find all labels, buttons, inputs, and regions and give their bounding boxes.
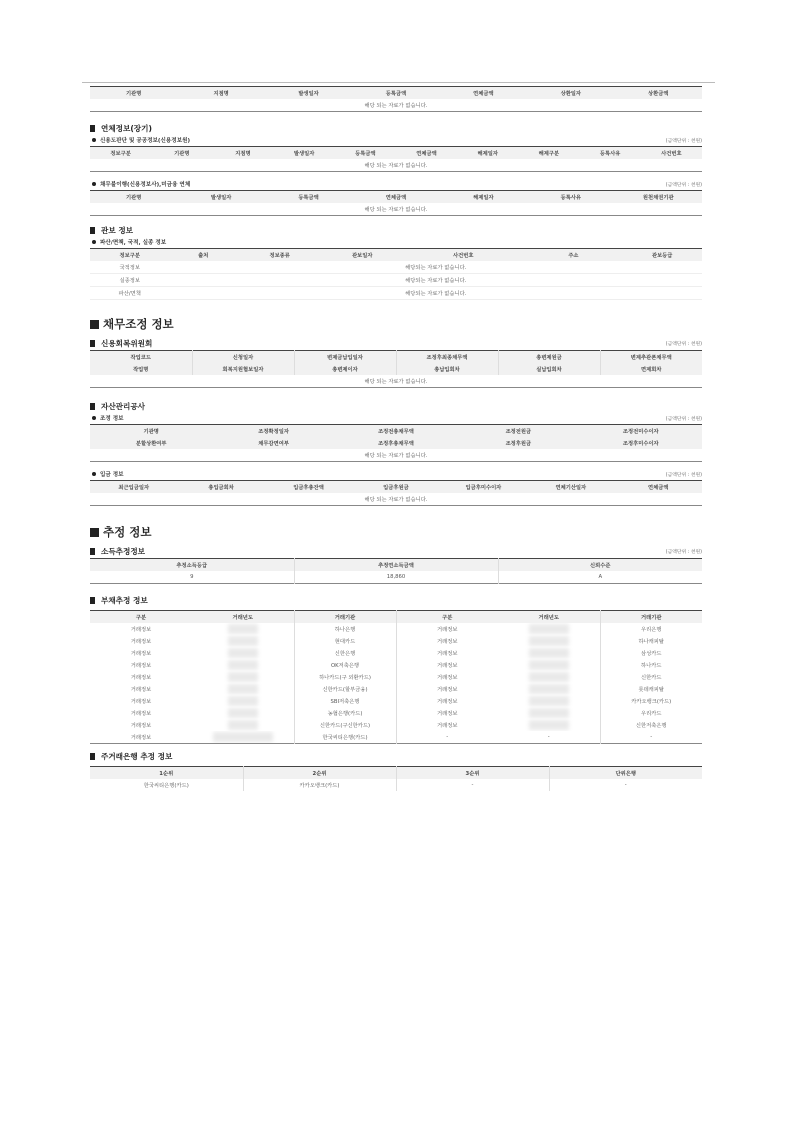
col-header: 총입금회차	[177, 481, 264, 494]
redacted-year	[498, 647, 600, 659]
kamco-payment-table	[90, 480, 702, 506]
cell-institution: 우리카드	[600, 707, 702, 719]
cell-type: 거래정보	[396, 719, 498, 731]
cell-institution: 하나카드(구 외환카드)	[294, 671, 396, 683]
col-header: 총변제원금	[498, 351, 600, 364]
ccrs-table	[90, 350, 702, 388]
cell-type: 거래정보	[130, 639, 152, 645]
col-header: 등록금액	[335, 147, 396, 160]
col-header: 등록금액	[265, 191, 352, 204]
col-header: 채무감면여부	[212, 437, 334, 449]
col-header: 조정전미수이자	[580, 425, 702, 438]
col-header: 작업코드	[90, 351, 192, 364]
col-header: 조정전원금	[457, 425, 579, 438]
redacted-year	[498, 671, 600, 683]
col-header: 총변제이자	[294, 363, 396, 375]
table-row	[90, 647, 702, 659]
income-heading: 소득추정정보	[101, 546, 146, 556]
redacted-year	[192, 695, 294, 707]
col-header: 조정확정일자	[212, 425, 334, 438]
col-header: 출처	[170, 249, 237, 262]
table-row	[90, 731, 702, 744]
redacted-year	[498, 683, 600, 695]
col-header: 3순위	[396, 767, 549, 780]
dot-bullet-icon	[92, 472, 96, 476]
cell-institution: SBI저축은행	[294, 695, 396, 707]
row-label: 국적정보	[90, 261, 170, 274]
square-bullet-icon	[90, 125, 95, 132]
income-amount: 18,860	[294, 571, 498, 584]
empty-message: 해당 되는 자료가 없습니다.	[364, 163, 428, 169]
col-header: 연체금액	[396, 147, 457, 160]
debt-subheading-row	[90, 178, 702, 190]
table-row	[90, 261, 702, 274]
table-row	[90, 695, 702, 707]
income-grade: 9	[190, 574, 194, 580]
col-header: 사건번호	[402, 249, 524, 262]
col-header: 기관명	[151, 147, 212, 160]
cell-type: 거래정보	[130, 735, 152, 741]
redacted-year	[498, 695, 600, 707]
official-heading: 관보 정보	[90, 224, 702, 236]
debt-estimate-table	[90, 610, 702, 744]
cell-institution: 롯데캐피탈	[600, 683, 702, 695]
cell-type: 거래정보	[396, 683, 498, 695]
redacted-year	[498, 635, 600, 647]
cell-institution: -	[600, 731, 702, 744]
overdue-table	[90, 86, 702, 112]
cell-institution: 농협은행(카드)	[294, 707, 396, 719]
cell-type: 거래정보	[396, 695, 498, 707]
col-header: 최근입금일자	[90, 481, 177, 494]
col-header: 조정후미수이자	[580, 437, 702, 449]
cell-institution: OK저축은행	[294, 659, 396, 671]
col-header: 거래기관	[600, 611, 702, 624]
cell-type: -	[396, 731, 498, 744]
col-header: 회복지원협보일자	[192, 363, 294, 375]
default-table	[90, 190, 702, 216]
square-bullet-icon	[90, 340, 95, 347]
rank-2: 카카오뱅크(카드)	[243, 779, 396, 791]
cell-institution: 우리은행	[600, 623, 702, 635]
main-bank-heading: 주거래은행 추정 정보	[90, 750, 702, 762]
cell-type: 거래정보	[396, 707, 498, 719]
cell-institution: 신한카드(구신한카드)	[294, 719, 396, 731]
table-row	[90, 287, 702, 300]
col-header: 거래년도	[192, 611, 294, 624]
col-header: 해제구분	[518, 147, 579, 160]
rank-3: -	[396, 779, 549, 791]
cell-type: 거래정보	[396, 635, 498, 647]
square-bullet-icon	[90, 320, 99, 329]
col-header: 정보구분	[90, 147, 151, 160]
row-message: 해당되는 자료가 없습니다.	[170, 287, 702, 300]
empty-message: 해당 되는 자료가 없습니다.	[364, 207, 428, 213]
redacted-year	[192, 671, 294, 683]
cell-type: 거래정보	[396, 623, 498, 635]
cell-institution: 신한저축은행	[600, 719, 702, 731]
kamco-heading: 자산관리공사	[90, 400, 702, 412]
table-row	[90, 707, 702, 719]
ccrs-heading: 신용회복위원회	[101, 338, 153, 348]
unit-label: (금액단위 : 천원)	[665, 182, 702, 188]
rank-1: 한국씨티은행(카드)	[143, 783, 189, 789]
col-header: 변제금납입일자	[294, 351, 396, 364]
table-row	[90, 635, 702, 647]
empty-message: 해당 되는 자료가 없습니다.	[364, 103, 428, 109]
cell-institution: 신한은행	[294, 647, 396, 659]
col-header: 연체금액	[440, 87, 527, 100]
col-header: 관보등급	[622, 249, 702, 262]
col-header: 구분	[396, 611, 498, 624]
official-subheading: 파산/면책, 국적, 실종 정보	[100, 240, 167, 246]
redacted-year	[192, 647, 294, 659]
cell-institution: 현대카드	[294, 635, 396, 647]
kamco-adj-row	[90, 412, 702, 424]
col-header: 연체금액	[352, 191, 439, 204]
redacted-year	[192, 719, 294, 731]
cell-type: 거래정보	[130, 711, 152, 717]
dot-bullet-icon	[92, 182, 96, 186]
confidence-level: A	[498, 571, 702, 584]
cell-type: 거래정보	[130, 723, 152, 729]
cell-type: 거래정보	[396, 647, 498, 659]
col-header: 입금후총잔액	[265, 481, 352, 494]
top-rule	[82, 82, 715, 83]
col-header: 발생일자	[265, 87, 352, 100]
cell-institution: 한국씨티은행(카드)	[294, 731, 396, 744]
col-header: 입금후원금	[352, 481, 439, 494]
col-header: 거래년도	[498, 611, 600, 624]
col-header: 사건번호	[641, 147, 702, 160]
dot-bullet-icon	[92, 416, 96, 420]
col-header: 발생일자	[274, 147, 335, 160]
debt-estimate-heading: 부채추정 정보	[90, 594, 702, 606]
credit-subheading-row	[90, 134, 702, 146]
row-label: 파산/면책	[90, 287, 170, 300]
unit-label: (금액단위 : 천원)	[665, 549, 702, 555]
square-bullet-icon	[90, 528, 99, 537]
credit-subheading: 신용도판단 및 공공정보(신용정보원)	[100, 138, 191, 144]
redacted-year	[498, 623, 600, 635]
cell-institution: 하나은행	[294, 623, 396, 635]
col-header: 정보구분	[90, 249, 170, 262]
unit-bank: -	[549, 779, 702, 791]
kamco-pay-row	[90, 468, 702, 480]
cell-institution: 신한카드	[600, 671, 702, 683]
col-header: 주소	[524, 249, 622, 262]
col-header: 관보일자	[323, 249, 403, 262]
redacted-year	[192, 659, 294, 671]
col-header: 신뢰수준	[498, 559, 702, 572]
arrears-heading: 연체정보(장기)	[90, 122, 702, 134]
col-header: 연체금액	[615, 481, 702, 494]
cell-year-empty: -	[547, 734, 550, 740]
col-header: 조정후총채무액	[335, 437, 457, 449]
col-header: 조정전총채무액	[335, 425, 457, 438]
row-label: 실종정보	[90, 274, 170, 287]
square-bullet-icon	[90, 753, 95, 760]
cell-type: 거래정보	[396, 671, 498, 683]
cell-type: 거래정보	[130, 627, 152, 633]
redacted-year	[192, 635, 294, 647]
table-row	[90, 623, 702, 635]
unit-label: (금액단위 : 천원)	[665, 416, 702, 422]
credit-table	[90, 146, 702, 172]
col-header: 총납입회차	[396, 363, 498, 375]
cell-type: 거래정보	[130, 675, 152, 681]
cell-institution: 삼성카드	[600, 647, 702, 659]
col-header: 등록사유	[580, 147, 641, 160]
square-bullet-icon	[90, 597, 95, 604]
col-header: 원천채권기관	[615, 191, 702, 204]
col-header: 조정후최종채무액	[396, 351, 498, 364]
unit-label: (금액단위 : 천원)	[665, 341, 702, 347]
col-header: 기관명	[90, 87, 177, 100]
redacted-year	[498, 659, 600, 671]
square-bullet-icon	[90, 227, 95, 234]
col-header: 실납입회차	[498, 363, 600, 375]
debt-adjust-heading: 채무조정 정보	[90, 316, 702, 332]
empty-message: 해당 되는 자료가 없습니다.	[364, 453, 428, 459]
debt-subheading: 채무불이행(신용정보사),미금융 연체	[100, 182, 191, 188]
redacted-year	[498, 719, 600, 731]
empty-message: 해당 되는 자료가 없습니다.	[364, 497, 428, 503]
col-header: 단위은행	[549, 767, 702, 780]
estimate-heading: 추정 정보	[90, 524, 702, 540]
official-subheading-row	[90, 236, 702, 248]
cell-institution: 신한카드(할부금융)	[294, 683, 396, 695]
ccrs-heading-row	[90, 336, 702, 350]
redacted-year	[192, 623, 294, 635]
col-header: 추정소득등급	[90, 559, 294, 572]
col-header: 면제회차	[600, 363, 702, 375]
table-row	[90, 683, 702, 695]
col-header: 기관명	[90, 191, 177, 204]
col-header: 해제일자	[440, 191, 527, 204]
col-header: 연체기산일자	[527, 481, 614, 494]
cell-type: 거래정보	[130, 687, 152, 693]
table-row	[90, 671, 702, 683]
adjust-subheading: 조정 정보	[100, 416, 124, 422]
cell-type: 거래정보	[130, 663, 152, 669]
col-header: 구분	[90, 611, 192, 624]
col-header: 등록금액	[352, 87, 439, 100]
main-bank-table	[90, 766, 702, 791]
col-header: 변제추관폰채무액	[600, 351, 702, 364]
redacted-year	[192, 683, 294, 695]
col-header: 해제일자	[457, 147, 518, 160]
table-row	[90, 719, 702, 731]
payment-subheading: 입금 정보	[100, 472, 124, 478]
redacted-year	[498, 707, 600, 719]
square-bullet-icon	[90, 548, 95, 555]
col-header: 기관명	[90, 425, 212, 438]
col-header: 거래기관	[294, 611, 396, 624]
col-header: 추정연소득금액	[294, 559, 498, 572]
col-header: 2순위	[243, 767, 396, 780]
col-header: 상환일자	[527, 87, 614, 100]
dot-bullet-icon	[92, 138, 96, 142]
col-header: 상환금액	[615, 87, 702, 100]
unit-label: (금액단위 : 천원)	[665, 138, 702, 144]
col-header: 1순위	[90, 767, 243, 780]
table-row	[90, 659, 702, 671]
income-table	[90, 558, 702, 584]
dot-bullet-icon	[92, 240, 96, 244]
row-message: 해당되는 자료가 없습니다.	[170, 274, 702, 287]
redacted-year	[192, 731, 294, 744]
col-header: 입금후미수이자	[440, 481, 527, 494]
redacted-year	[192, 707, 294, 719]
income-heading-row	[90, 544, 702, 558]
col-header: 지점명	[177, 87, 264, 100]
cell-type: 거래정보	[130, 651, 152, 657]
cell-institution: 카카오뱅크(카드)	[600, 695, 702, 707]
row-message: 해당되는 자료가 없습니다.	[170, 261, 702, 274]
col-header: 정보종류	[237, 249, 323, 262]
official-table	[90, 248, 702, 300]
cell-institution: 하나캐피탈	[600, 635, 702, 647]
col-header: 지점명	[212, 147, 273, 160]
empty-message: 해당 되는 자료가 없습니다.	[364, 379, 428, 385]
col-header: 신청일자	[192, 351, 294, 364]
square-bullet-icon	[90, 403, 95, 410]
col-header: 조정후원금	[457, 437, 579, 449]
table-row	[90, 274, 702, 287]
cell-type: 거래정보	[130, 699, 152, 705]
cell-institution: 하나카드	[600, 659, 702, 671]
col-header: 등록사유	[527, 191, 614, 204]
col-header: 작업명	[90, 363, 192, 375]
kamco-adjust-table	[90, 424, 702, 462]
unit-label: (금액단위 : 천원)	[665, 472, 702, 478]
cell-type: 거래정보	[396, 659, 498, 671]
report-body	[90, 86, 702, 791]
col-header: 발생일자	[177, 191, 264, 204]
col-header: 분할상환여부	[90, 437, 212, 449]
